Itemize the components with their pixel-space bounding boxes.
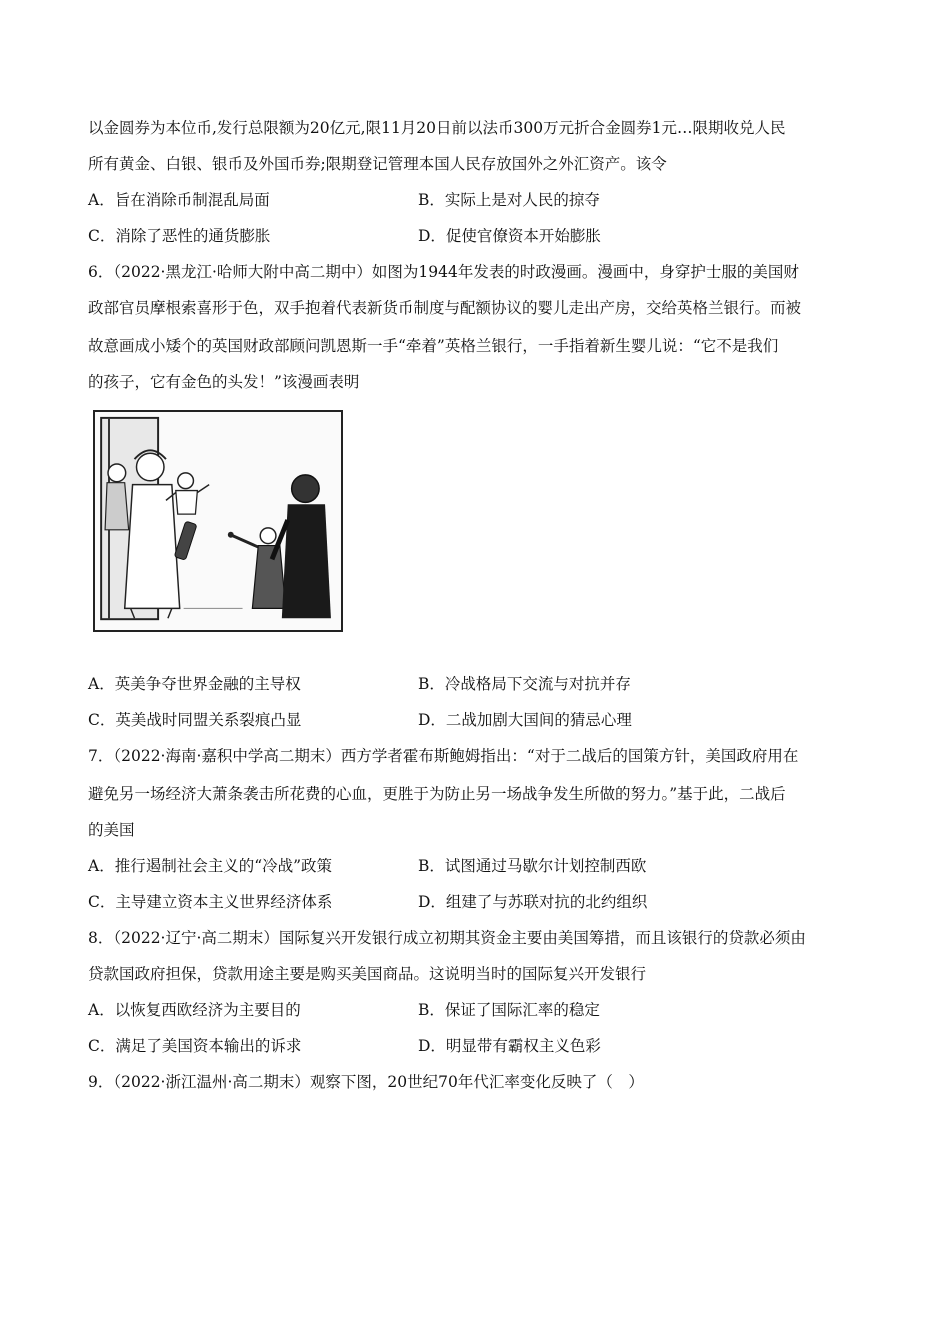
q5-option-c: C．消除了恶性的通货膨胀	[88, 227, 271, 245]
q7-option-a: A．推行遏制社会主义的“冷战”政策	[88, 857, 333, 875]
q7-stem-line2: 避免另一场经济大萧条袭击所花费的心血，更胜于为防止另一场战争发生所做的努力。”基于此，二战后	[88, 785, 786, 803]
q6-stem-line3: 故意画成小矮个的英国财政部顾问凯恩斯一手“牵着”英格兰银行，一手指着新生婴儿说：“它不是我们	[88, 337, 779, 355]
q7-stem-line1: 7．（2022·海南·嘉积中学高二期末）西方学者霍布斯鲍姆指出：“对于二战后的国策方针，美国政府用在	[88, 747, 799, 765]
q9-stem-line1: 9．（2022·浙江温州·高二期末）观察下图，20世纪70年代汇率变化反映了（ ）	[88, 1073, 644, 1091]
q8-stem-line2: 贷款国政府担保，贷款用途主要是购买美国商品。这说明当时的国际复兴开发银行	[88, 965, 647, 983]
q5-stem-line2: 所有黄金、白银、银币及外国币券;限期登记管理本国人民存放国外之外汇资产。该令	[88, 155, 667, 173]
q5-stem-line1: 以金圆券为本位币,发行总限额为20亿元,限11月20日前以法币300万元折合金圆券1元…限期收兑人民	[88, 119, 786, 137]
q8-option-a: A．以恢复西欧经济为主要目的	[88, 1001, 301, 1019]
q8-option-c: C．满足了美国资本输出的诉求	[88, 1037, 302, 1055]
q7-option-c: C．主导建立资本主义世界经济体系	[88, 893, 333, 911]
q6-option-b: B．冷战格局下交流与对抗并存	[418, 675, 631, 693]
political-cartoon-image	[93, 410, 343, 632]
q6-stem-line4: 的孩子，它有金色的头发！”该漫画表明	[88, 373, 360, 391]
q6-stem-line1: 6．（2022·黑龙江·哈师大附中高二期中）如图为1944年发表的时政漫画。漫画中，身穿护士服的美国财	[88, 263, 799, 281]
q8-option-b: B．保证了国际汇率的稳定	[418, 1001, 600, 1019]
q7-stem-line3: 的美国	[88, 821, 135, 839]
q8-stem-line1: 8．（2022·辽宁·高二期末）国际复兴开发银行成立初期其资金主要由美国筹措，而且该银行的贷款必须由	[88, 929, 806, 947]
q6-option-a: A．英美争夺世界金融的主导权	[88, 675, 301, 693]
q6-option-d: D．二战加剧大国间的猜忌心理	[418, 711, 632, 729]
q6-option-c: C．英美战时同盟关系裂痕凸显	[88, 711, 302, 729]
q5-option-d: D．促使官僚资本开始膨胀	[418, 227, 601, 245]
q8-option-d: D．明显带有霸权主义色彩	[418, 1037, 601, 1055]
q5-option-b: B．实际上是对人民的掠夺	[418, 191, 600, 209]
q7-option-d: D．组建了与苏联对抗的北约组织	[418, 893, 648, 911]
q7-option-b: B．试图通过马歇尔计划控制西欧	[418, 857, 647, 875]
q6-stem-line2: 政部官员摩根索喜形于色，双手抱着代表新货币制度与配额协议的婴儿走出产房，交给英格兰银行。而被	[88, 299, 802, 317]
q5-option-a: A．旨在消除币制混乱局面	[88, 191, 270, 209]
